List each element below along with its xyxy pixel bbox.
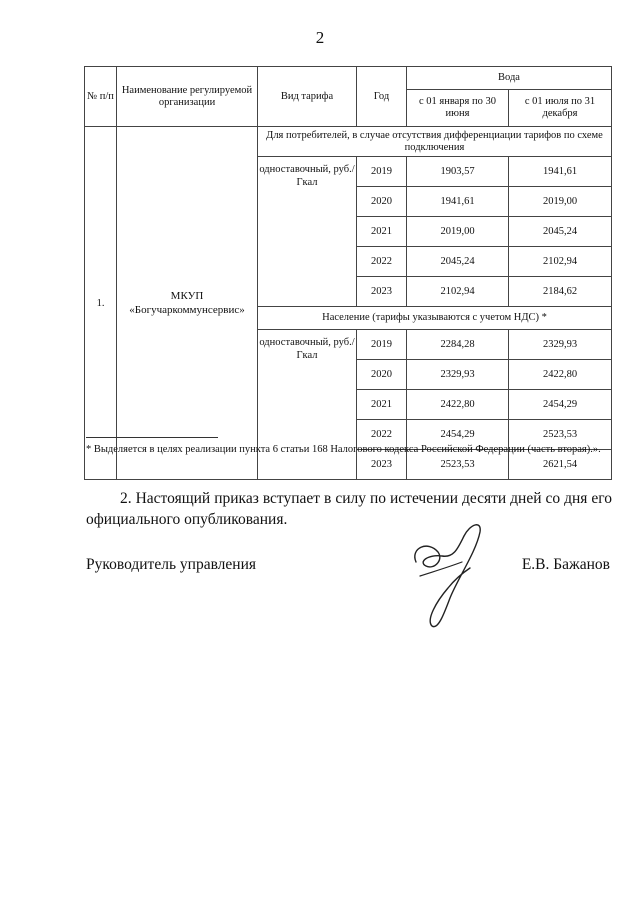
value-cell: 2102,94 — [407, 277, 509, 307]
year-cell: 2020 — [357, 360, 407, 390]
value-cell: 2621,54 — [509, 450, 612, 480]
value-cell: 2102,94 — [509, 247, 612, 277]
header-tariff-type: Вид тарифа — [258, 67, 357, 127]
tariff-type: одноставочный, руб./Гкал — [258, 330, 357, 480]
header-num: № п/п — [85, 67, 117, 127]
value-cell: 2019,00 — [407, 217, 509, 247]
footnote: * Выделяется в целях реализации пункта 6 статьи 168 Налогового кодекса Российской Федерации (часть вторая).». — [86, 444, 601, 455]
footnote-divider — [86, 437, 218, 438]
year-cell: 2019 — [357, 330, 407, 360]
value-cell: 2422,80 — [407, 390, 509, 420]
value-cell: 2523,53 — [407, 450, 509, 480]
tariff-type: одноставочный, руб./Гкал — [258, 157, 357, 307]
header-year: Год — [357, 67, 407, 127]
header-water: Вода — [407, 67, 612, 90]
value-cell: 2523,53 — [509, 420, 612, 450]
signature-image — [398, 518, 498, 638]
row-number: 1. — [85, 127, 117, 480]
year-cell: 2022 — [357, 247, 407, 277]
header-period-2: с 01 июля по 31 декабря — [509, 90, 612, 127]
value-cell: 2329,93 — [407, 360, 509, 390]
value-cell: 1941,61 — [509, 157, 612, 187]
page-number: 2 — [315, 28, 325, 47]
signer-name: Е.В. Бажанов — [521, 556, 610, 573]
organization-name — [117, 127, 258, 480]
group-title: Население (тарифы указываются с учетом НДС) * — [258, 307, 612, 330]
group-title-row — [85, 127, 612, 157]
tariff-table — [84, 66, 612, 480]
signer-role: Руководитель управления — [86, 556, 257, 573]
year-cell: 2021 — [357, 390, 407, 420]
order-paragraph: 2. Настоящий приказ вступает в силу по истечении десяти дней со дня его официального опубликования. — [86, 490, 612, 528]
org-name-line2: «Богучаркоммунсервис» — [129, 304, 245, 316]
year-cell: 2019 — [357, 157, 407, 187]
value-cell: 2454,29 — [509, 390, 612, 420]
value-cell: 1903,57 — [407, 157, 509, 187]
year-cell: 2021 — [357, 217, 407, 247]
value-cell: 2329,93 — [509, 330, 612, 360]
value-cell: 2184,62 — [509, 277, 612, 307]
header-period-1: с 01 января по 30 июня — [407, 90, 509, 127]
org-name-line1: МКУП — [170, 290, 204, 302]
year-cell: 2022 — [357, 420, 407, 450]
year-cell: 2023 — [357, 277, 407, 307]
value-cell: 2045,24 — [407, 247, 509, 277]
table-header-row — [85, 67, 612, 90]
value-cell: 2422,80 — [509, 360, 612, 390]
value-cell: 1941,61 — [407, 187, 509, 217]
value-cell: 2045,24 — [509, 217, 612, 247]
header-org: Наименование регулируемой организации — [117, 67, 258, 127]
value-cell: 2454,29 — [407, 420, 509, 450]
year-cell: 2023 — [357, 450, 407, 480]
value-cell: 2019,00 — [509, 187, 612, 217]
value-cell: 2284,28 — [407, 330, 509, 360]
group-title: Для потребителей, в случае отсутствия дифференциации тарифов по схеме подключения — [258, 127, 612, 157]
year-cell: 2020 — [357, 187, 407, 217]
